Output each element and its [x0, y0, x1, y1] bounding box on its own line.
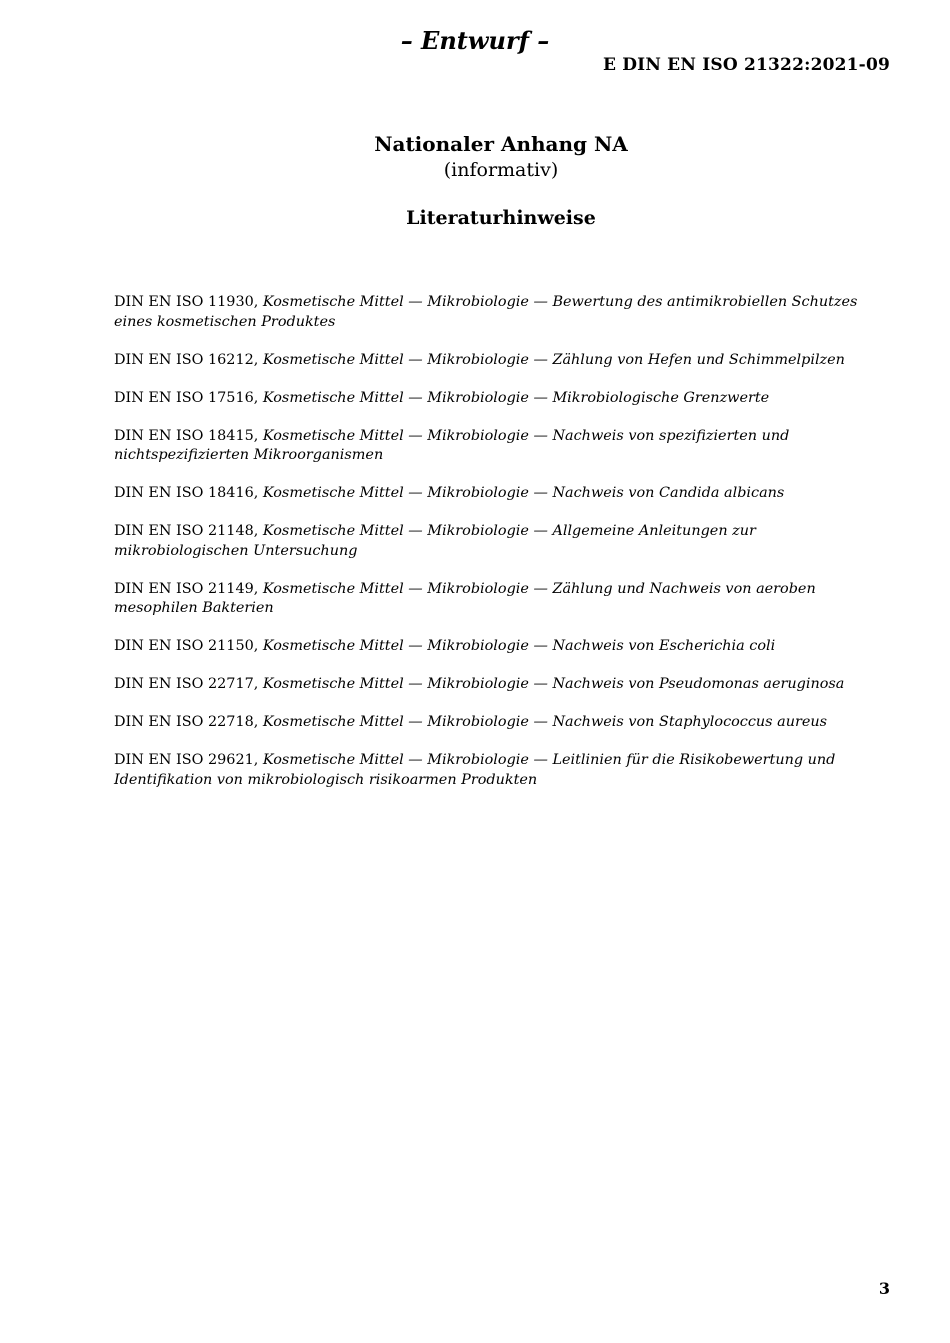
reference-item — [114, 484, 894, 504]
reference-title: Kosmetische Mittel — Mikrobiologie — Zählung von Hefen und Schimmelpilzen — [262, 351, 845, 368]
reference-item — [114, 675, 894, 695]
page-number: 3 — [878, 1279, 890, 1298]
reference-item — [114, 580, 894, 619]
reference-title: Kosmetische Mittel — Mikrobiologie — Zählung und Nachweis von aeroben mesophilen Bakterien — [114, 580, 816, 616]
reference-number: DIN EN ISO 16212, — [114, 351, 259, 368]
reference-title: Kosmetische Mittel — Mikrobiologie — Nachweis von Staphylococcus aureus — [262, 714, 828, 730]
reference-number: DIN EN ISO 11930, — [114, 294, 259, 310]
reference-title: Kosmetische Mittel — Mikrobiologie — Leitlinien für die Risikobewertung und Identifikation von mikrobiologisch risikoarmen Produkten — [114, 752, 836, 788]
reference-number: DIN EN ISO 18416, — [114, 485, 259, 501]
reference-number: DIN EN ISO 18415, — [114, 427, 259, 444]
reference-item — [114, 637, 894, 657]
reference-list — [114, 293, 894, 809]
reference-number: DIN EN ISO 21150, — [114, 638, 259, 654]
reference-item — [114, 713, 894, 733]
reference-title: Kosmetische Mittel — Mikrobiologie — Nachweis von Candida albicans — [262, 485, 785, 501]
reference-item — [114, 751, 894, 790]
reference-item — [114, 522, 894, 561]
reference-title: Kosmetische Mittel — Mikrobiologie — Bewertung des antimikrobiellen Schutzes eines kosmetischen Produktes — [114, 294, 858, 330]
reference-title: Kosmetische Mittel — Mikrobiologie — Nachweis von Pseudomonas aeruginosa — [262, 676, 845, 692]
reference-number: DIN EN ISO 21148, — [114, 523, 259, 539]
annex-subtitle: (informativ) — [443, 159, 559, 181]
reference-item — [114, 389, 894, 409]
reference-item — [114, 293, 894, 332]
reference-number: DIN EN ISO 22717, — [114, 676, 259, 692]
annex-title: Nationaler Anhang NA — [374, 132, 628, 156]
reference-number: DIN EN ISO 22718, — [114, 714, 259, 730]
reference-number: DIN EN ISO 21149, — [114, 580, 259, 597]
reference-title: Kosmetische Mittel — Mikrobiologie — Mikrobiologische Grenzwerte — [262, 389, 770, 406]
draft-mark: – Entwurf – — [400, 26, 550, 55]
reference-title: Kosmetische Mittel — Mikrobiologie — Allgemeine Anleitungen zur mikrobiologischen Untersuchung — [114, 523, 756, 559]
document-id: E DIN EN ISO 21322:2021-09 — [602, 55, 890, 75]
section-title: Literaturhinweise — [406, 207, 596, 229]
reference-title: Kosmetische Mittel — Mikrobiologie — Nachweis von spezifizierten und nichtspezifizierten Mikroorganismen — [114, 427, 790, 463]
reference-number: DIN EN ISO 29621, — [114, 752, 259, 768]
reference-number: DIN EN ISO 17516, — [114, 389, 259, 406]
reference-item — [114, 351, 894, 371]
reference-item — [114, 427, 894, 466]
reference-title: Kosmetische Mittel — Mikrobiologie — Nachweis von Escherichia coli — [262, 638, 776, 654]
